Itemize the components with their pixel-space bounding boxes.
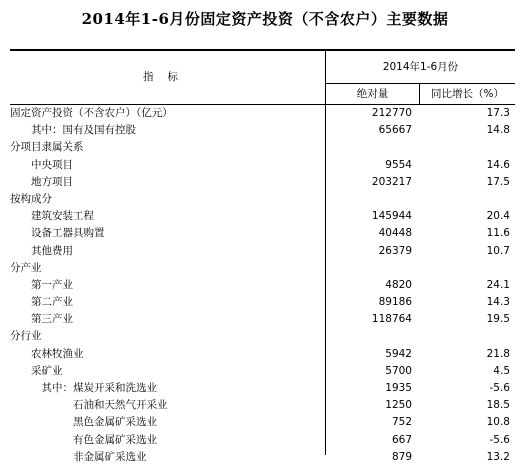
row-label: 有色金属矿采选业 [73,433,157,446]
row-growth-value: 24.1 [486,278,510,291]
row-growth-value: 17.3 [486,107,510,119]
row-growth-value: -5.6 [489,433,510,446]
table-row [10,243,515,260]
table-row [10,449,515,466]
row-label: 建筑安装工程 [31,210,94,223]
table-row [10,328,515,345]
row-growth-value: 14.6 [486,158,510,171]
table-row [10,208,515,225]
row-growth-value: 19.5 [486,313,510,326]
table-row [10,157,515,174]
row-growth-value: 21.8 [486,347,510,360]
table-row [10,260,515,277]
table-row [10,294,515,311]
table-row [10,380,515,397]
row-label: 地方项目 [31,175,73,188]
row-growth-value: 10.8 [486,416,510,429]
row-label: 黑色金属矿采选业 [73,416,157,429]
row-label: 非金属矿采选业 [73,450,147,463]
row-label: 其中：国有及国有控股 [31,124,136,137]
row-absolute-value: 145944 [371,210,412,223]
row-label: 第二产业 [31,296,73,309]
row-label: 农林牧渔业 [31,347,84,360]
row-label: 采矿业 [31,364,63,377]
row-absolute-value: 667 [391,433,412,446]
header-growth: 同比增长（%） [431,88,504,100]
table-row [10,432,515,449]
table-row [10,139,515,156]
row-growth-value: 13.2 [486,450,510,463]
header-absolute: 绝对量 [356,88,389,100]
table-row [10,346,515,363]
row-absolute-value: 879 [391,450,412,463]
table-row [10,191,515,208]
table-row [10,397,515,414]
row-absolute-value: 89186 [378,296,412,309]
row-absolute-value: 118764 [371,313,412,326]
row-absolute-value: 65667 [378,124,412,137]
row-absolute-value: 4820 [385,278,412,291]
row-growth-value: 4.5 [493,364,510,377]
row-absolute-value: 1935 [385,382,412,394]
row-label: 第一产业 [31,278,73,291]
header-period: 2014年1-6月份 [382,60,459,73]
row-label: 分行业 [10,330,42,343]
row-growth-value: -5.6 [489,382,510,394]
row-label: 中央项目 [31,158,73,171]
row-label: 分产业 [10,261,42,274]
row-growth-value: 10.7 [486,244,510,257]
row-absolute-value: 9554 [385,158,412,171]
row-absolute-value: 1250 [385,399,412,412]
row-label: 石油和天然气开采业 [73,399,168,412]
table-row [10,105,515,122]
table-body [10,105,515,466]
row-absolute-value: 40448 [378,227,412,240]
row-growth-value: 20.4 [486,210,510,223]
table-row [10,174,515,191]
row-absolute-value: 5942 [385,347,412,360]
row-growth-value: 14.3 [486,296,510,309]
row-label: 固定资产投资（不含农户）（亿元） [10,107,173,119]
page-title: 2014年1-6月份固定资产投资（不含农户）主要数据 [81,10,449,28]
row-label: 第三产业 [31,313,73,326]
row-growth-value: 11.6 [486,227,510,240]
table-row [10,225,515,242]
row-growth-value: 17.5 [486,175,510,188]
table-row [10,277,515,294]
row-absolute-value: 212770 [371,107,412,119]
row-growth-value: 18.5 [486,399,510,412]
row-absolute-value: 752 [391,416,412,429]
row-label: 其中：煤炭开采和洗选业 [41,382,157,394]
table-row [10,414,515,431]
table-row [10,363,515,380]
row-label: 设备工器具购置 [31,227,105,240]
table-row [10,311,515,328]
row-growth-value: 14.8 [486,124,510,137]
header-indicator: 指标 [143,71,192,83]
row-absolute-value: 203217 [371,175,412,188]
row-label: 其他费用 [31,244,73,257]
table-row [10,122,515,139]
row-label: 分项目隶属关系 [10,141,84,154]
row-absolute-value: 5700 [385,364,412,377]
row-label: 按构成分 [10,192,52,205]
row-absolute-value: 26379 [378,244,412,257]
